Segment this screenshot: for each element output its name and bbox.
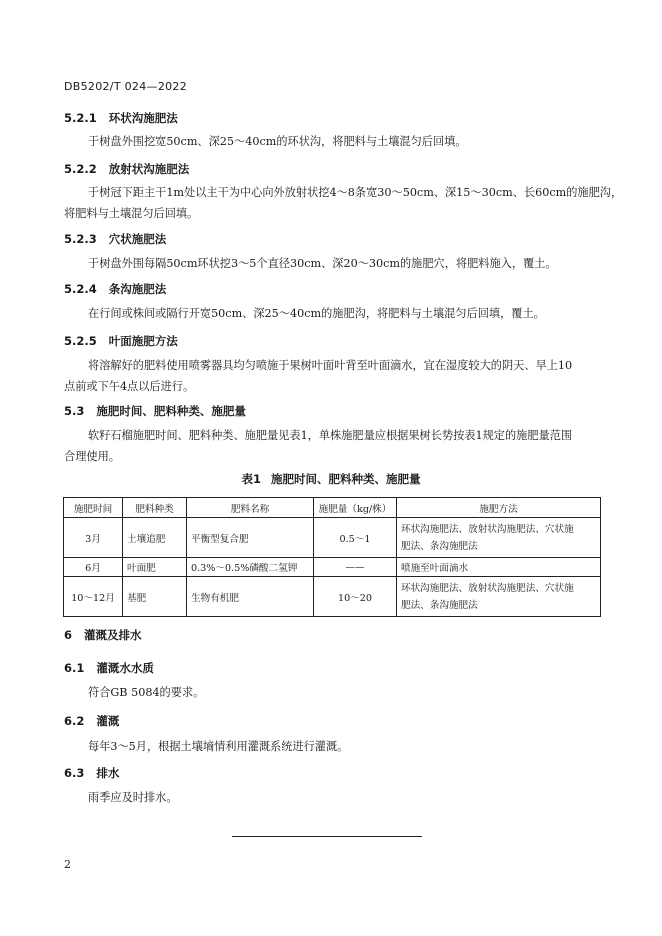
paragraph-line: 将肥料与土壤混匀后回填。	[64, 207, 199, 220]
table-caption-number: 表1	[241, 472, 261, 486]
section-title: 放射状沟施肥法	[108, 162, 190, 176]
paragraph-line: 符合GB 5084的要求。	[88, 686, 205, 699]
section-title: 灌溉水水质	[96, 661, 154, 675]
paragraph-line: 于树盘外围挖宽50cm、深25～40cm的环状沟，将肥料与土壤混匀后回填。	[88, 135, 467, 148]
section-body-5-2-5	[64, 355, 600, 397]
header-cell: 肥料种类	[123, 498, 187, 518]
section-title: 施肥时间、肥料种类、施肥量	[96, 404, 246, 418]
section-number: 6.1	[64, 661, 85, 675]
table-caption	[0, 471, 662, 487]
table-cell: 基肥	[123, 577, 187, 617]
section-title: 叶面施肥方法	[108, 334, 178, 348]
section-body-6-1	[64, 682, 624, 703]
section-number: 5.2.2	[64, 162, 97, 176]
section-title: 穴状施肥法	[108, 232, 167, 246]
table-caption-title: 施肥时间、肥料种类、施肥量	[271, 472, 421, 486]
table-cell-method	[397, 518, 601, 558]
section-heading-5-2-2	[64, 161, 189, 177]
table-cell: 生物有机肥	[187, 577, 314, 617]
section-heading-5-2-1	[64, 110, 178, 126]
document-id: DB5202/T 024—2022	[64, 80, 188, 93]
method-line: 环状沟施肥法、放射状沟施肥法、穴状施	[401, 582, 574, 594]
paragraph-line: 将溶解好的肥料使用喷雾器具均匀喷施于果树叶面叶背至叶面滴水，宜在湿度较大的阴天、早上10	[88, 359, 573, 372]
section-body-6-2	[64, 736, 624, 757]
table-header-row	[64, 498, 601, 518]
paragraph-line: 于树冠下距主干1m处以主干为中心向外放射状挖4～8条宽30～50cm、深15～30cm、长60cm的施肥沟，	[88, 186, 623, 199]
header-cell: 施肥量（kg/株）	[314, 498, 397, 518]
table-cell: ——	[314, 558, 397, 577]
section-heading-6-1	[64, 660, 154, 676]
chapter-title: 灌溉及排水	[84, 628, 142, 642]
section-title: 条沟施肥法	[108, 282, 167, 296]
header-cell: 施肥方法	[397, 498, 601, 518]
table-row	[64, 577, 601, 617]
section-number: 5.2.3	[64, 232, 97, 246]
paragraph-line: 雨季应及时排水。	[88, 791, 178, 804]
table-cell: 0.3%～0.5%磷酸二氢钾	[187, 558, 314, 577]
table-cell: 叶面肥	[123, 558, 187, 577]
table-cell-method	[397, 577, 601, 617]
table-row	[64, 558, 601, 577]
header-cell: 施肥时间	[64, 498, 123, 518]
section-body-5-2-1	[64, 131, 624, 152]
section-number: 6.3	[64, 766, 85, 780]
table-cell: 3月	[64, 518, 123, 558]
method-line: 肥法、条沟施肥法	[401, 540, 478, 552]
method-line: 肥法、条沟施肥法	[401, 599, 478, 611]
paragraph-line: 软籽石榴施肥时间、肥料种类、施肥量见表1，单株施肥量应根据果树长势按表1规定的施肥量范围	[88, 429, 573, 442]
section-body-5-3	[64, 425, 600, 467]
table-row	[64, 518, 601, 558]
page-number: 2	[64, 858, 71, 871]
section-heading-6-3	[64, 765, 119, 781]
chapter-heading-6	[64, 627, 142, 643]
section-number: 5.2.1	[64, 111, 97, 125]
paragraph-line: 在行间或株间或隔行开宽50cm、深25～40cm的施肥沟，将肥料与土壤混匀后回填，覆土。	[88, 307, 545, 320]
table-cell: 10～20	[314, 577, 397, 617]
table-cell: 0.5～1	[314, 518, 397, 558]
section-body-5-2-2	[64, 182, 623, 224]
section-heading-5-3	[64, 403, 246, 419]
section-body-6-3	[64, 787, 624, 808]
paragraph-line: 每年3～5月，根据土壤墒情利用灌溉系统进行灌溉。	[88, 740, 349, 753]
paragraph-line: 于树盘外围每隔50cm环状挖3～5个直径30cm、深20～30cm的施肥穴，将肥料施入，覆土。	[88, 257, 557, 270]
paragraph-line: 点前或下午4点以后进行。	[64, 380, 195, 393]
section-heading-5-2-4	[64, 281, 166, 297]
section-number: 5.3	[64, 404, 85, 418]
section-title: 排水	[96, 766, 120, 780]
chapter-number: 6	[64, 628, 73, 642]
section-title: 灌溉	[96, 714, 120, 728]
section-body-5-2-3	[64, 253, 624, 274]
fertilization-table	[63, 497, 601, 617]
table-cell: 6月	[64, 558, 123, 577]
section-heading-6-2	[64, 713, 119, 729]
section-heading-5-2-3	[64, 231, 166, 247]
table-cell: 土壤追肥	[123, 518, 187, 558]
section-number: 6.2	[64, 714, 85, 728]
section-heading-5-2-5	[64, 333, 178, 349]
section-number: 5.2.4	[64, 282, 97, 296]
section-number: 5.2.5	[64, 334, 97, 348]
table-cell: 10～12月	[64, 577, 123, 617]
table-cell-method: 喷施至叶面滴水	[397, 558, 601, 577]
table-cell: 平衡型复合肥	[187, 518, 314, 558]
header-cell: 肥料名称	[187, 498, 314, 518]
section-body-5-2-4	[64, 303, 624, 324]
section-title: 环状沟施肥法	[108, 111, 178, 125]
end-rule	[232, 836, 422, 837]
method-line: 环状沟施肥法、放射状沟施肥法、穴状施	[401, 523, 574, 535]
paragraph-line: 合理使用。	[64, 450, 120, 463]
